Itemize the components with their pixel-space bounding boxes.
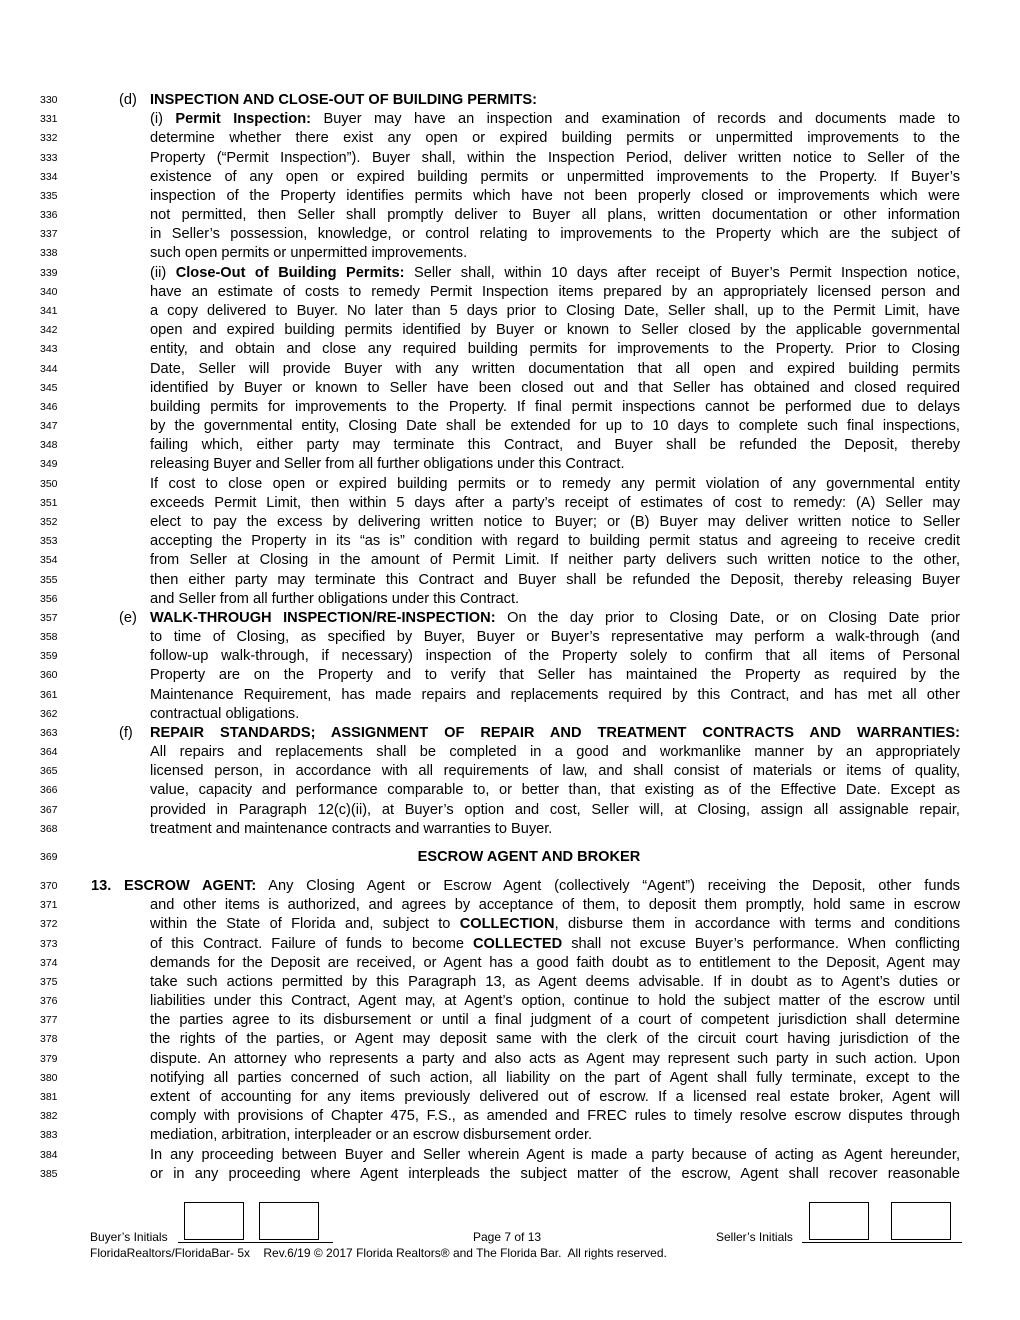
line-body: the parties agree to its disbursement or until a final judgment of a court of competent jurisdiction shall determine [150, 1012, 960, 1029]
line-text [150, 417, 960, 436]
line-body: building permits for improvements to the Property. If final permit inspections cannot be performed due to delays [150, 398, 960, 415]
line-text [150, 915, 960, 934]
section-title-row [0, 848, 1020, 867]
line-body: mediation, arbitration, interpleader or an escrow disbursement order. [150, 1127, 593, 1144]
line-text [150, 896, 960, 915]
line-text [150, 1107, 960, 1126]
line-text [150, 475, 960, 494]
line-text [150, 110, 960, 129]
document-line [0, 647, 1020, 666]
section-heading: INSPECTION AND CLOSE-OUT OF BUILDING PERMITS: [150, 92, 538, 108]
document-line [0, 129, 1020, 148]
document-line [0, 609, 1020, 628]
document-line [0, 1165, 1020, 1184]
line-body: entity, and obtain and close any required building permits for improvements to the Property. Prior to Closing [150, 341, 960, 358]
document-line [0, 494, 1020, 513]
document-line [0, 762, 1020, 781]
page-number: Page 7 of 13 [473, 1230, 542, 1244]
line-number: 355 [40, 573, 58, 586]
line-number: 354 [40, 554, 58, 567]
line-number: 378 [40, 1033, 58, 1046]
document-line [0, 283, 1020, 302]
line-number: 334 [40, 170, 58, 183]
line-body: a copy delivered to Buyer. No later than 5 days prior to Closing Date, Seller shall, up to the Permit Limit, have [150, 302, 960, 319]
document-line [0, 455, 1020, 474]
line-number: 331 [40, 113, 58, 126]
line-number: 377 [40, 1014, 58, 1027]
line-text [150, 398, 960, 417]
line-body: the rights of the parties, or Agent may deposit same with the clerk of the circuit court having jurisdiction of the [150, 1031, 960, 1048]
line-text [150, 1030, 960, 1049]
line-body: accepting the Property in its “as is” condition with regard to building permit status and agreeing to receive credit [150, 533, 960, 550]
line-body: treatment and maintenance contracts and warranties to Buyer. [150, 820, 553, 837]
document-line [0, 915, 1020, 934]
line-number: 336 [40, 209, 58, 222]
section-heading: Permit Inspection: [175, 111, 312, 128]
line-text [150, 781, 960, 800]
line-text [150, 1050, 960, 1069]
line-number: 343 [40, 343, 58, 356]
line-text [150, 609, 960, 628]
line-number: 332 [40, 132, 58, 145]
document-line [0, 168, 1020, 187]
line-number: 335 [40, 189, 58, 202]
line-text [91, 877, 960, 896]
document-line [0, 1069, 1020, 1088]
line-number: 353 [40, 535, 58, 548]
document-line [0, 954, 1020, 973]
line-body: then either party may terminate this Contract and Buyer shall be refunded the Deposit, thereby releasing Buyer [150, 571, 960, 588]
subsection-letter: (d) [119, 92, 137, 108]
line-text [150, 973, 960, 992]
line-number: 367 [40, 803, 58, 816]
line-body: such open permits or unpermitted improvements. [150, 245, 468, 262]
document-line [0, 206, 1020, 225]
line-body: All repairs and replacements shall be completed in a good and workmanlike manner by an appropriately [150, 744, 960, 761]
line-text [150, 187, 960, 206]
seller-initials-underline [802, 1242, 962, 1243]
line-text [150, 1069, 960, 1088]
document-line [0, 705, 1020, 724]
line-text [150, 571, 960, 590]
line-number: 344 [40, 362, 58, 375]
line-text [150, 129, 960, 148]
line-text [150, 1165, 960, 1184]
line-body: Property are on the Property and to verify that Seller has maintained the Property as required by the [150, 667, 960, 684]
line-number: 369 [40, 851, 58, 863]
line-body: exceeds Permit Limit, then within 5 days after a party’s receipt of estimates of cost to remedy: (A) Seller may [150, 494, 960, 511]
document-line [0, 110, 1020, 129]
line-number: 339 [40, 266, 58, 279]
line-number: 383 [40, 1129, 58, 1142]
buyer-initials-box-2[interactable] [259, 1202, 319, 1240]
line-number: 359 [40, 650, 58, 663]
line-text [150, 360, 960, 379]
line-text [150, 686, 960, 705]
line-number: 333 [40, 151, 58, 164]
line-body: Seller shall, within 10 days after receipt of Buyer’s Permit Inspection notice, [404, 264, 960, 281]
section-heading: Close-Out of Building Permits: [175, 264, 405, 281]
line-body: value, capacity and performance comparable to, or better than, that existing as of the Effective Date. Except as [150, 782, 960, 799]
line-body: liabilities under this Contract, Agent may, at Agent’s option, continue to hold the subject matter of the escrow until [150, 993, 960, 1010]
line-text [150, 820, 960, 839]
line-number: 342 [40, 324, 58, 337]
line-body: On the day prior to Closing Date, or on Closing Date prior [495, 609, 960, 626]
line-text [150, 168, 960, 187]
document-line [0, 513, 1020, 532]
line-text [150, 225, 960, 244]
document-line [0, 973, 1020, 992]
line-text [150, 264, 960, 283]
line-number: 376 [40, 995, 58, 1008]
line-number: 340 [40, 285, 58, 298]
line-number: 358 [40, 631, 58, 644]
line-text [150, 149, 960, 168]
line-number: 363 [40, 726, 58, 739]
document-line [0, 820, 1020, 839]
line-body: existence of any open or expired building permits or unpermitted improvements to the Property. If Buyer’s [150, 168, 960, 185]
document-line [0, 590, 1020, 609]
document-line [0, 340, 1020, 359]
line-number: 380 [40, 1071, 58, 1084]
line-text [150, 1011, 960, 1030]
line-text [150, 244, 960, 263]
document-line [0, 571, 1020, 590]
line-number: 356 [40, 592, 58, 605]
line-text [150, 992, 960, 1011]
line-text [150, 1126, 960, 1145]
line-number: 337 [40, 228, 58, 241]
line-text [150, 551, 960, 570]
line-number: 330 [40, 94, 58, 106]
line-number: 338 [40, 247, 58, 260]
line-number: 362 [40, 707, 58, 720]
line-body: Any Closing Agent or Escrow Agent (collectively “Agent”) receiving the Deposit, other funds [256, 878, 960, 894]
line-text [150, 628, 960, 647]
line-body: have an estimate of costs to remedy Permit Inspection items prepared by an appropriately licensed person and [150, 283, 960, 300]
line-body: open and expired building permits identified by Buyer or known to Seller closed by the applicable governmental [150, 322, 960, 339]
buyer-initials-underline [178, 1242, 333, 1243]
line-body: shall not excuse Buyer’s performance. When conflicting [562, 935, 960, 952]
line-body: from Seller at Closing in the amount of Permit Limit. If neither party delivers such written notice to the other, [150, 552, 960, 569]
line-body: comply with provisions of Chapter 475, F.S., as amended and FREC rules to timely resolve escrow disputes through [150, 1108, 960, 1125]
line-body: , disburse them in accordance with terms and conditions [554, 916, 960, 933]
section-title: ESCROW AGENT AND BROKER [417, 849, 641, 865]
line-text [150, 302, 960, 321]
line-text [150, 743, 960, 762]
copyright-line: FloridaRealtors/FloridaBar- 5x Rev.6/19 © 2017 Florida Realtors® and The Florida Bar. All rights reserved. [90, 1246, 667, 1260]
line-body: identified by Buyer or known to Seller have been closed out and that Seller has obtained and closed required [150, 379, 960, 396]
line-number: 348 [40, 439, 58, 452]
item-number: (i) [150, 111, 176, 128]
line-text [150, 801, 960, 820]
document-line [0, 225, 1020, 244]
bold-term: COLLECTED [473, 935, 563, 952]
document-line [0, 801, 1020, 820]
line-text [150, 1146, 960, 1165]
line-number: 375 [40, 975, 58, 988]
document-line [0, 877, 1020, 896]
line-number: 364 [40, 746, 58, 759]
line-text [150, 91, 960, 110]
line-text [150, 666, 960, 685]
sellers-initials-label: Seller’s Initials [716, 1230, 793, 1244]
line-body: within the State of Florida and, subject to [150, 916, 460, 933]
line-body: not permitted, then Seller shall promptly deliver to Buyer all plans, written documentation or other information [150, 207, 960, 224]
line-text [150, 705, 960, 724]
line-text [150, 436, 960, 455]
line-body: by the governmental entity, Closing Date shall be extended for up to 10 days to complete such final inspections, [150, 418, 960, 435]
line-text [150, 532, 960, 551]
line-body: Maintenance Requirement, has made repairs and replacements required by this Contract, and has met all other [150, 686, 960, 703]
line-number: 385 [40, 1167, 58, 1180]
buyer-initials-box-1[interactable] [184, 1202, 244, 1240]
line-number: 349 [40, 458, 58, 471]
line-number: 370 [40, 880, 58, 892]
line-text [150, 590, 960, 609]
document-line [0, 628, 1020, 647]
document-line [0, 724, 1020, 743]
line-number: 352 [40, 515, 58, 528]
document-line [0, 743, 1020, 762]
document-line [0, 398, 1020, 417]
line-body: releasing Buyer and Seller from all further obligations under this Contract. [150, 456, 625, 473]
line-body: Date, Seller will provide Buyer with any written documentation that all open and expired building permits [150, 360, 960, 377]
document-line [0, 187, 1020, 206]
line-number: 365 [40, 765, 58, 778]
line-number: 372 [40, 918, 58, 931]
line-body: failing which, either party may terminate this Contract, and Buyer shall be refunded the Deposit, thereby [150, 437, 960, 454]
line-text [150, 379, 960, 398]
document-line [0, 436, 1020, 455]
document-line [0, 321, 1020, 340]
line-number: 373 [40, 937, 58, 950]
line-body: extent of accounting for any items previously delivered out of escrow. If a licensed real estate broker, Agent will [150, 1088, 960, 1105]
line-number: 371 [40, 899, 58, 912]
line-text [150, 283, 960, 302]
line-text [150, 724, 960, 743]
buyers-initials-label: Buyer’s Initials [90, 1230, 168, 1244]
line-number: 345 [40, 381, 58, 394]
document-line [0, 475, 1020, 494]
line-text [150, 1088, 960, 1107]
line-number: 361 [40, 688, 58, 701]
line-number: 366 [40, 784, 58, 797]
document-line [0, 149, 1020, 168]
line-text [150, 494, 960, 513]
line-number: 381 [40, 1090, 58, 1103]
section-heading: REPAIR STANDARDS; ASSIGNMENT OF REPAIR AND TREATMENT CONTRACTS AND WARRANTIES: [150, 724, 960, 741]
line-number: 347 [40, 420, 58, 433]
line-number: 351 [40, 496, 58, 509]
line-body: take such actions permitted by this Paragraph 13, as Agent deems advisable. If in doubt as to Agent’s duties or [150, 973, 960, 990]
subsection-letter: (f) [119, 724, 133, 741]
line-number: 357 [40, 611, 58, 624]
document-line [0, 666, 1020, 685]
line-body: Property (“Permit Inspection”). Buyer shall, within the Inspection Period, deliver written notice to Seller of the [150, 149, 960, 166]
line-body: licensed person, in accordance with all requirements of law, and shall consist of materials or items of quality, [150, 763, 960, 780]
document-line [0, 91, 1020, 110]
line-body: determine whether there exist any open or expired building permits or unpermitted improvements to the [150, 130, 960, 147]
document-line [0, 935, 1020, 954]
line-text [150, 762, 960, 781]
line-body: notifying all parties concerned of such action, all liability on the part of Agent shall fully terminate, except to the [150, 1069, 960, 1086]
line-number: 374 [40, 956, 58, 969]
line-body: and Seller from all further obligations under this Contract. [150, 590, 520, 607]
line-body: Buyer may have an inspection and examination of records and documents made to [311, 111, 960, 128]
document-line [0, 686, 1020, 705]
document-line [0, 1107, 1020, 1126]
document-line [0, 1050, 1020, 1069]
line-body: of this Contract. Failure of funds to become [150, 935, 474, 952]
document-line [0, 1088, 1020, 1107]
subsection-letter: (e) [119, 609, 137, 626]
line-body: or in any proceeding where Agent interpleads the subject matter of the escrow, Agent shall recover reasonable [150, 1165, 960, 1182]
document-line [0, 302, 1020, 321]
line-number: 360 [40, 669, 58, 682]
bold-term: 13. ESCROW AGENT: [91, 878, 257, 894]
line-text [150, 455, 960, 474]
document-line [0, 1030, 1020, 1049]
line-text [150, 935, 960, 954]
line-body: elect to pay the excess by delivering written notice to Buyer; or (B) Buyer may deliver written notice to Seller [150, 513, 960, 530]
line-body: If cost to close open or expired building permits or to remedy any permit violation of any governmental entity [150, 475, 960, 492]
line-body: in Seller’s possession, knowledge, or control relating to improvements to the Property which are the subject of [150, 226, 960, 243]
document-line [0, 1126, 1020, 1145]
line-number: 350 [40, 477, 58, 490]
seller-initials-box-2[interactable] [891, 1202, 951, 1240]
document-line [0, 417, 1020, 436]
line-body: In any proceeding between Buyer and Seller wherein Agent is made a party because of acting as Agent hereunder, [150, 1146, 960, 1163]
document-line [0, 1011, 1020, 1030]
item-number: (ii) [150, 264, 176, 281]
line-number: 384 [40, 1148, 58, 1161]
line-number: 379 [40, 1052, 58, 1065]
line-body: dispute. An attorney who represents a party and also acts as Agent may represent such party in such action. Upon [150, 1050, 960, 1067]
line-body: follow-up walk-through, if necessary) inspection of the Property solely to confirm that all items of Personal [150, 648, 960, 665]
document-line [0, 551, 1020, 570]
document-line [0, 992, 1020, 1011]
line-number: 382 [40, 1110, 58, 1123]
document-line [0, 264, 1020, 283]
document-line [0, 896, 1020, 915]
document-line [0, 244, 1020, 263]
line-number: 368 [40, 822, 58, 835]
line-number: 341 [40, 304, 58, 317]
document-line [0, 781, 1020, 800]
line-body: provided in Paragraph 12(c)(ii), at Buyer’s option and cost, Seller will, at Closing, assign all assignable repair, [150, 801, 960, 818]
document-line [0, 379, 1020, 398]
line-body: inspection of the Property identifies permits which have not been properly closed or improvements which were [150, 187, 960, 204]
line-body: contractual obligations. [150, 705, 300, 722]
line-text [150, 340, 960, 359]
section-heading: WALK-THROUGH INSPECTION/RE-INSPECTION: [150, 609, 496, 626]
line-text [150, 206, 960, 225]
bold-term: COLLECTION [459, 916, 555, 933]
seller-initials-box-1[interactable] [809, 1202, 869, 1240]
line-text [150, 954, 960, 973]
line-number: 346 [40, 400, 58, 413]
line-text [150, 513, 960, 532]
document-line [0, 360, 1020, 379]
line-text [150, 321, 960, 340]
line-body: demands for the Deposit are received, or Agent has a good faith doubt as to entitlement to the Deposit, Agent may [150, 954, 960, 971]
line-text [150, 647, 960, 666]
document-line [0, 532, 1020, 551]
line-body: to time of Closing, as specified by Buyer, Buyer or Buyer’s representative may perform a walk-through (and [150, 629, 960, 646]
document-line [0, 1146, 1020, 1165]
line-body: and other items is authorized, and agrees by acceptance of them, to deposit them promptly, hold same in escrow [150, 897, 960, 914]
